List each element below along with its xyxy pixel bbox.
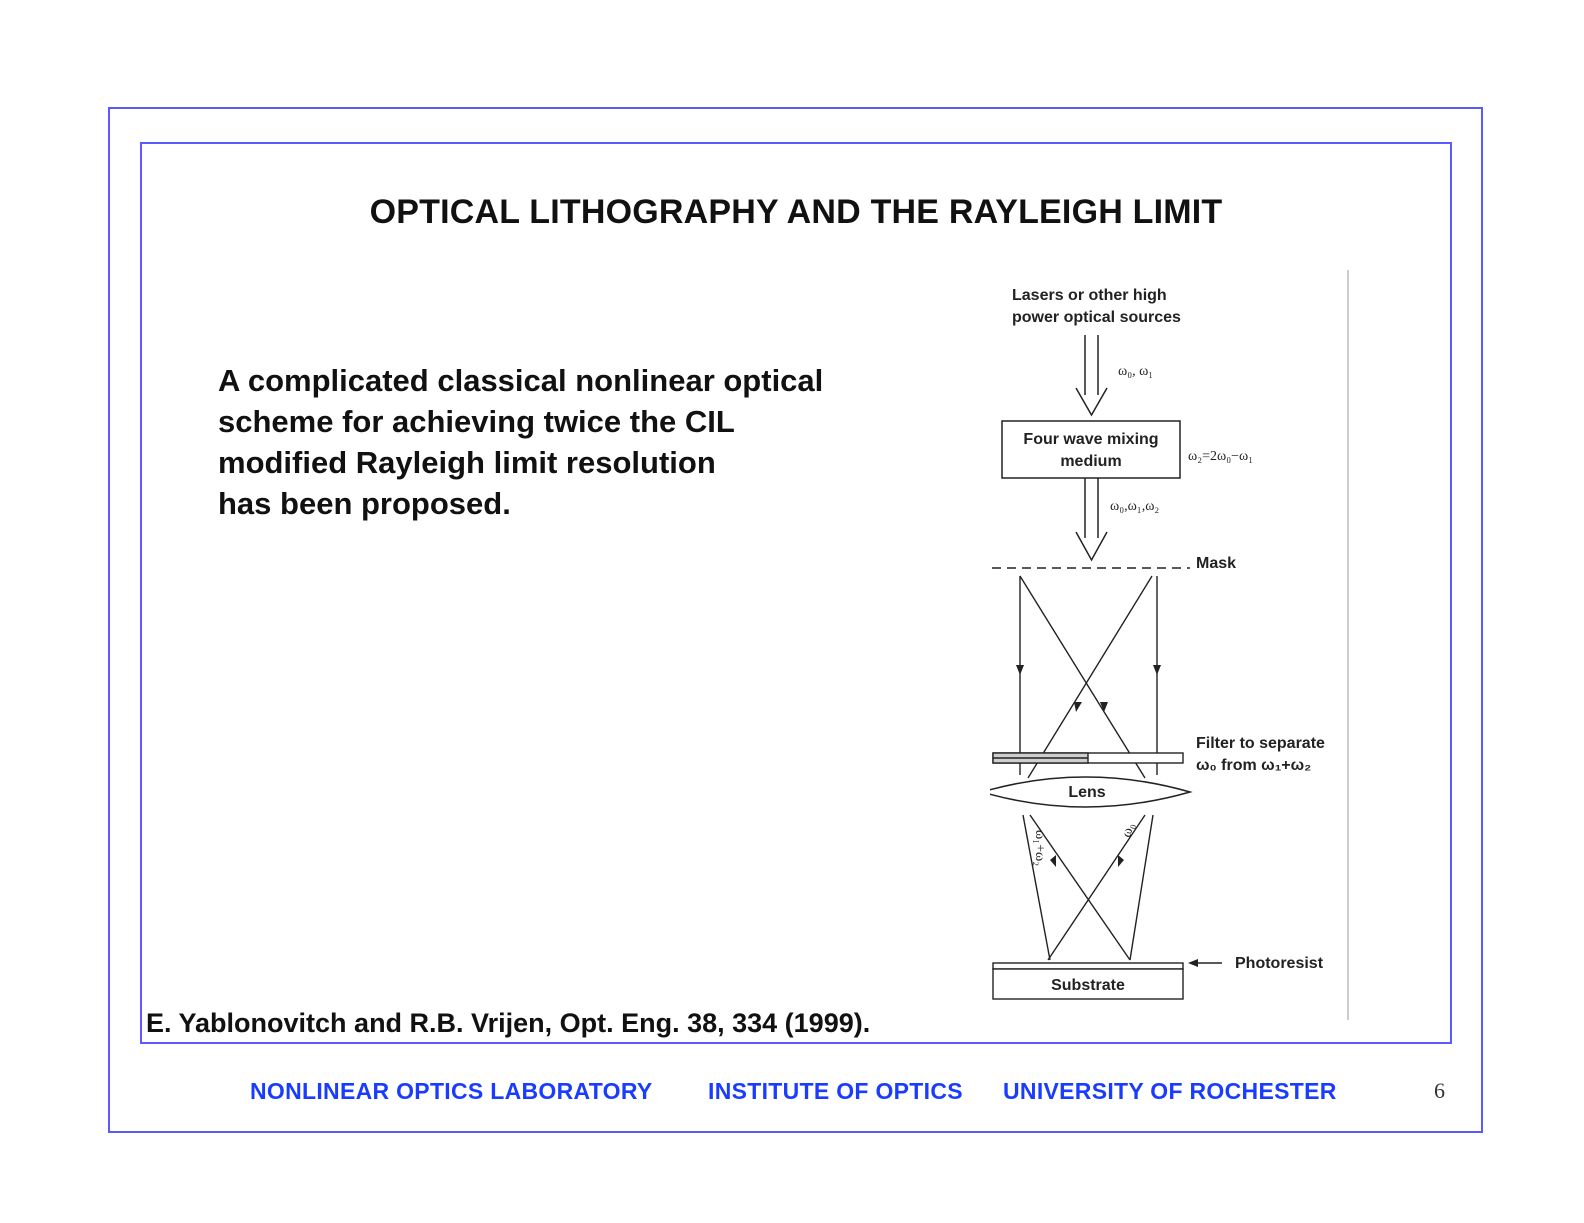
lithography-diagram (990, 270, 1380, 1040)
beam-out-label: ω₀,ω₁,ω₂ (1110, 499, 1160, 514)
citation: E. Yablonovitch and R.B. Vrijen, Opt. Eng. 38, 334 (1999). (146, 1008, 871, 1038)
ray-direction-arrows (1016, 665, 1161, 712)
body-line: A complicated classical nonlinear optical (218, 363, 824, 398)
output-beam-arrow (1076, 478, 1107, 560)
body-line: modified Rayleigh limit resolution (218, 445, 716, 480)
right-beam-label: ω₀ (1119, 821, 1138, 840)
left-beam-label: ω₁+ω₂ (1032, 830, 1047, 867)
substrate-label: Substrate (1051, 977, 1125, 994)
photoresist-label: Photoresist (1235, 955, 1324, 972)
source-label-line1: Lasers or other high (1012, 287, 1167, 304)
generated-frequency-label: ω₂=2ω₀−ω₁ (1188, 449, 1254, 464)
body-text (218, 360, 918, 524)
beam-in-label: ω₀, ω₁ (1118, 364, 1154, 379)
page-number: 6 (1434, 1078, 1445, 1103)
slide-title: OPTICAL LITHOGRAPHY AND THE RAYLEIGH LIMIT (369, 193, 1223, 231)
photoresist-layer (993, 963, 1183, 969)
footer-lab-name: NONLINEAR OPTICS LABORATORY (250, 1078, 653, 1104)
body-line: has been proposed. (218, 486, 511, 521)
body-line: scheme for achieving twice the CIL (218, 404, 735, 439)
mask-to-lens-rays (1020, 576, 1157, 778)
filter-element (993, 753, 1183, 763)
footer-institute-name: INSTITUTE OF OPTICS (708, 1078, 963, 1104)
mixer-label-line1: Four wave mixing (1023, 431, 1159, 448)
lens-label: Lens (1068, 784, 1106, 801)
filter-label-line2: ω₀ from ω₁+ω₂ (1196, 757, 1312, 774)
mixer-label-line2: medium (1060, 453, 1122, 470)
mask-label: Mask (1196, 555, 1237, 572)
input-beam-arrow (1076, 335, 1107, 415)
filter-label-line1: Filter to separate (1196, 735, 1325, 752)
footer-university-name: UNIVERSITY OF ROCHESTER (1003, 1078, 1337, 1104)
source-label-line2: power optical sources (1012, 309, 1181, 326)
photoresist-pointer-arrowhead (1188, 959, 1198, 967)
